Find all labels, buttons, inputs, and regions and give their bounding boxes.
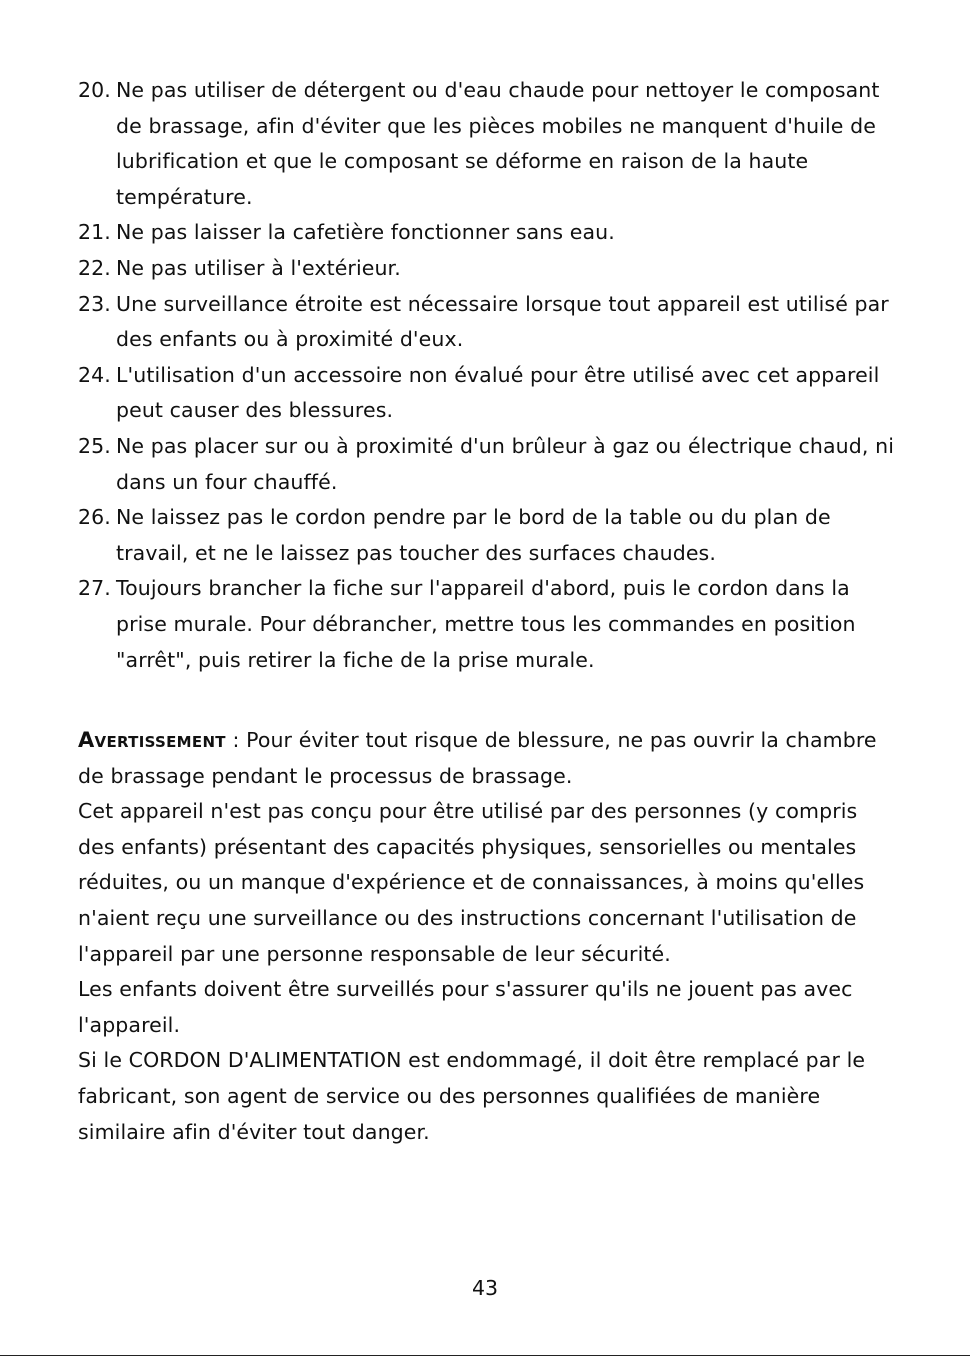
- list-item: [78, 429, 898, 500]
- warning-paragraph: Si le CORDON D'ALIMENTATION est endommagé, il doit être remplacé par le fabricant, son agent de service ou des personnes qualifiées de manière similaire afin d'éviter tout danger.: [78, 1048, 866, 1144]
- warning-section: [78, 723, 898, 1150]
- item-number: 22.: [78, 255, 111, 280]
- item-number: 25.: [78, 433, 111, 458]
- item-text: Ne pas utiliser à l'extérieur.: [116, 255, 401, 280]
- item-number: 26.: [78, 505, 111, 530]
- page-number: 43: [471, 1276, 499, 1300]
- item-text: Une surveillance étroite est nécessaire lorsque tout appareil est utilisé par des enfants ou à proximité d'eux.: [116, 291, 889, 352]
- list-item: [78, 251, 898, 287]
- item-number: 20.: [78, 78, 111, 102]
- item-text: Toujours brancher la fiche sur l'appareil d'abord, puis le cordon dans la prise murale. Pour débrancher, mettre tous les commandes en position "arrêt", puis retirer la fiche de la prise murale.: [116, 576, 856, 672]
- item-text: L'utilisation d'un accessoire non évalué pour être utilisé avec cet appareil peut causer des blessures.: [116, 362, 880, 423]
- item-text: Ne pas laisser la cafetière fonctionner sans eau.: [116, 220, 615, 245]
- list-item: [78, 358, 898, 429]
- list-item: [78, 287, 898, 358]
- list-item: [78, 571, 898, 678]
- item-text: Ne pas utiliser de détergent ou d'eau chaude pour nettoyer le composant de brassage, afin d'éviter que les pièces mobiles ne manquent d'huile de lubrification et que le composant se déforme en raison de la haute température.: [116, 78, 880, 209]
- item-text: Ne pas placer sur ou à proximité d'un brûleur à gaz ou électrique chaud, ni dans un four chauffé.: [116, 433, 894, 494]
- item-number: 27.: [78, 576, 111, 601]
- warning-paragraph: Les enfants doivent être surveillés pour s'assurer qu'ils ne jouent pas avec l'appareil.: [78, 977, 853, 1037]
- warning-intro: [78, 723, 898, 794]
- item-number: 24.: [78, 362, 111, 387]
- list-item: [78, 73, 898, 215]
- warning-text: Pour éviter tout risque de blessure, ne pas ouvrir la chambre de brassage pendant le processus de brassage.: [78, 728, 877, 788]
- item-number: 21.: [78, 220, 111, 245]
- warning-label: Avertissement: [78, 728, 226, 752]
- list-item: [78, 500, 898, 571]
- safety-instructions-list: [78, 73, 898, 678]
- item-number: 23.: [78, 291, 111, 316]
- bottom-divider: [0, 1355, 970, 1356]
- warning-separator: :: [225, 728, 247, 752]
- list-item: [78, 215, 898, 251]
- warning-paragraph: Cet appareil n'est pas conçu pour être utilisé par des personnes (y compris des enfants) présentant des capacités physiques, sensorielles ou mentales réduites, ou un manque d'expérience et de connaissances, à moins qu'elles n'aient reçu une surveillance ou des instructions concernant l'utilisation de l'appareil par une personne responsable de leur sécurité.: [78, 799, 865, 966]
- item-text: Ne laissez pas le cordon pendre par le bord de la table ou du plan de travail, et ne le laissez pas toucher des surfaces chaudes.: [116, 505, 831, 565]
